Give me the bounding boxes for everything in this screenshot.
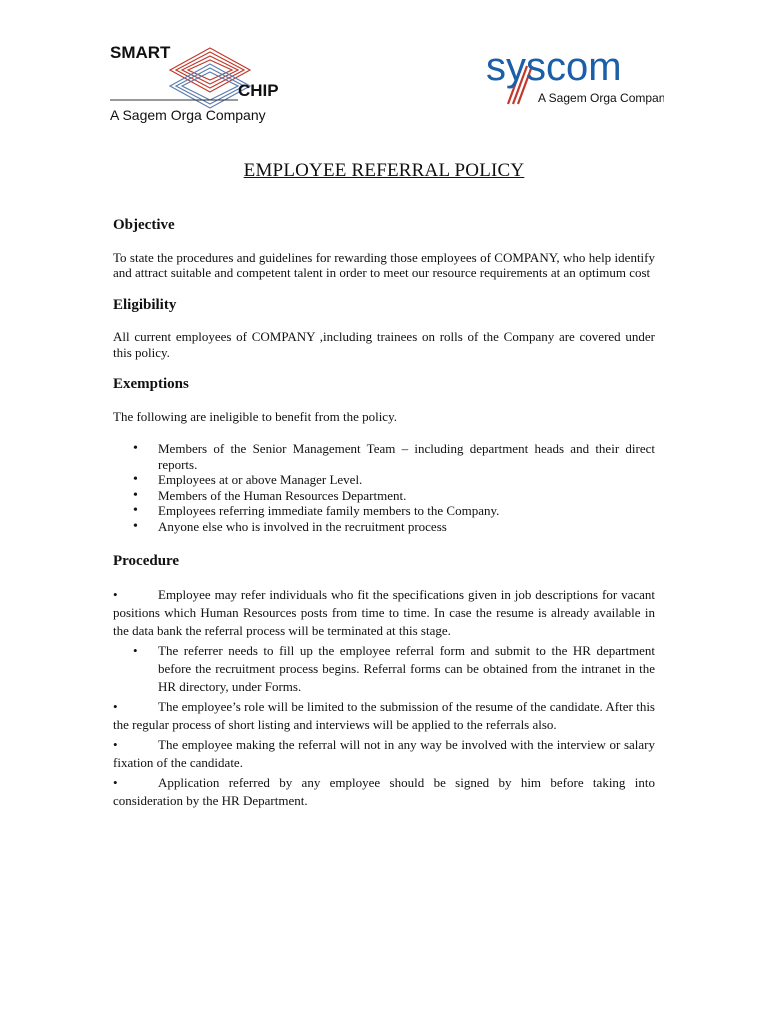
list-item: • Members of the Senior Management Team – including department heads and their direct reports. (113, 441, 655, 472)
syscom-logo (484, 38, 664, 118)
bullet-icon: • (113, 774, 118, 790)
page-title: EMPLOYEE REFERRAL POLICY (243, 160, 525, 181)
list-item: • Employees at or above Manager Level. (113, 472, 655, 488)
procedure-item-text: Employee may refer individuals who fit the specifications given in job descriptions for vacant positions which Human Resources posts from time to time. In case the resume is already available in the data bank the referral process will be terminated at this stage. (113, 586, 655, 638)
exemptions-list (113, 441, 655, 534)
list-item: • Employees referring immediate family members to the Company. (113, 503, 655, 519)
logo-left-line1: SMART (110, 43, 171, 62)
eligibility-heading: Eligibility (113, 296, 177, 313)
exemptions-intro: The following are ineligible to benefit from the policy. (113, 408, 397, 424)
list-item (113, 586, 655, 640)
bullet-icon: • (113, 736, 118, 752)
list-item: • Anyone else who is involved in the recruitment process (113, 519, 655, 535)
objective-text: To state the procedures and guidelines for rewarding those employees of COMPANY, who help identify and attract suitable and competent talent in order to meet our resource requirements at an optimum cost (113, 249, 655, 280)
list-item: • Members of the Human Resources Department. (113, 488, 655, 504)
procedure-item-text: Application referred by any employee should be signed by him before taking into consideration by the HR Department. (113, 774, 655, 808)
procedure-item-text: The employee making the referral will not in any way be involved with the interview or salary fixation of the candidate. (113, 736, 655, 770)
objective-heading: Objective (113, 217, 175, 233)
procedure-item-text: The referrer needs to fill up the employee referral form and submit to the HR department before the recruitment process begins. Referral forms can be obtained from the intranet in the HR directory, under Forms. (158, 642, 655, 694)
smart-chip-logo (110, 40, 300, 130)
bullet-icon: • (113, 698, 118, 714)
list-item (113, 774, 655, 810)
list-item (113, 736, 655, 772)
eligibility-text: All current employees of COMPANY ,including trainees on rolls of the Company are covered under this policy. (113, 329, 655, 360)
list-item (113, 642, 655, 696)
logo-right-tagline: A Sagem Orga Company (538, 91, 664, 105)
bullet-icon: • (133, 642, 138, 658)
logo-left-line2: CHIP (238, 81, 279, 100)
logo-right-name: syscom (486, 45, 622, 89)
procedure-list (113, 586, 655, 810)
document-body (113, 218, 655, 812)
procedure-item-text: The employee’s role will be limited to the submission of the resume of the candidate. After this the regular process of short listing and interviews will be applied to the referrals also. (113, 698, 655, 732)
bullet-icon: • (113, 586, 118, 602)
list-item (113, 698, 655, 734)
logo-left-tagline: A Sagem Orga Company (110, 107, 266, 123)
exemptions-heading: Exemptions (113, 376, 189, 392)
procedure-heading: Procedure (113, 553, 180, 569)
